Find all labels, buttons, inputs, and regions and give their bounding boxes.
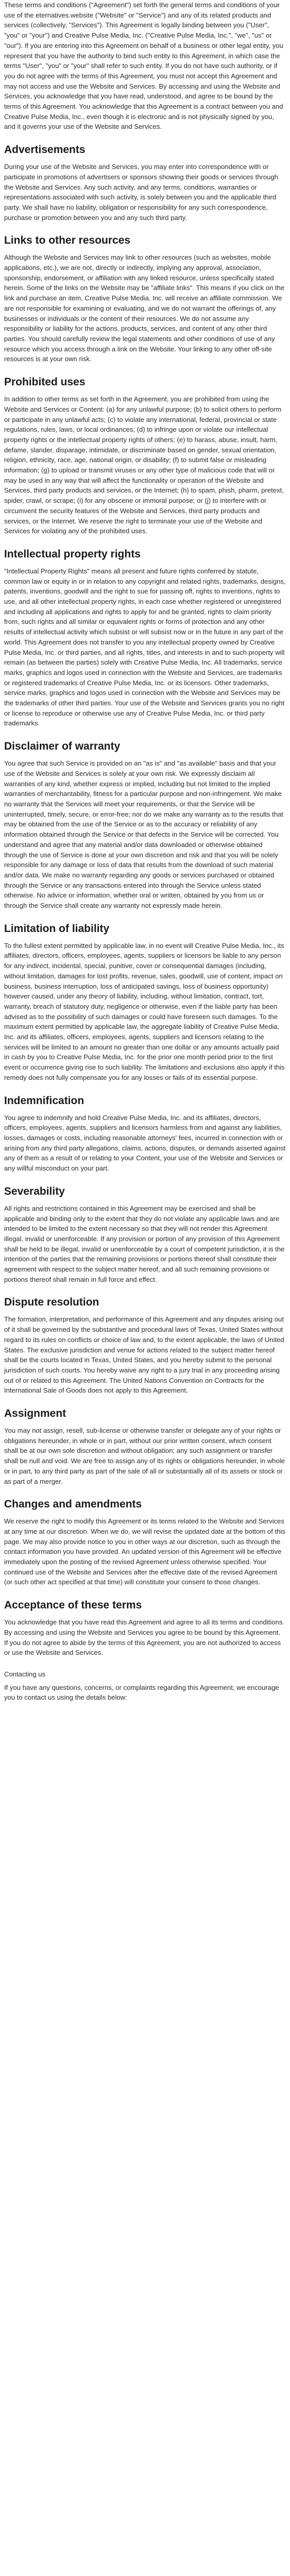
section-intellectual-property-rights — [4, 548, 286, 728]
section-heading: Links to other resources — [4, 234, 131, 247]
section-paragraph: Although the Website and Services may link to other resources (such as websites, mobile applications, etc.), we are not, directly or indirectly, implying any approval, association, sponsorship, endorsement, or affiliation with any linked resource, unless specifically stated herein. Some of the links on the Website may be "affiliate links". This means if you click on the link and purchase an item, Creative Pulse Media, Inc. will receive an affiliate commission. We are not responsible for examining or evaluating, and we do not warrant the offerings of, any businesses or individuals or the content of their resources. We do not assume any responsibility or liability for the actions, products, services, and content of any other third parties. You should carefully review the legal statements and other conditions of use of any resource which you access through a link on the Website. Your linking to any other off-site resources is at your own risk. — [4, 253, 285, 363]
contact-heading: Contacting us — [4, 1670, 46, 1678]
section-paragraph: "Intellectual Property Rights" means all present and future rights conferred by statute, common law or equity in or in relation to any copyright and related rights, trademarks, designs, patents, inventions, goodwill and the right to sue for passing off, rights to inventions, rights to use, and all other intellectual property rights, in each case whether registered or unregistered and including all applications and rights to apply for and be granted, rights to claim priority from, such rights and all similar or equivalent rights or forms of protection and any other results of intellectual activity which subsist or will subsist now or in the future in any part of the world. This Agreement does not transfer to you any intellectual property owned by Creative Pulse Media, Inc. or third parties, and all rights, titles, and interests in and to such property will remain (as between the parties) solely with Creative Pulse Media, Inc. All trademarks, service marks, graphics and logos used in connection with the Website and Services, are trademarks or registered trademarks of Creative Pulse Media, Inc. or its licensors. Other trademarks, service marks, graphics and logos used in connection with the Website and Services may be the trademarks of other third parties. Your use of the Website and Services grants you no right or license to reproduce or otherwise use any of Creative Pulse Media, Inc. or third party trademarks. — [4, 567, 286, 727]
sections-container — [4, 143, 286, 1658]
section-heading: Intellectual property rights — [4, 548, 141, 560]
section-indemnification — [4, 1094, 286, 1174]
contact-section — [4, 1669, 286, 1703]
section-limitation-of-liability — [4, 922, 286, 1083]
section-changes-and-amendments — [4, 1498, 286, 1587]
section-assignment — [4, 1407, 286, 1486]
section-heading: Severability — [4, 1185, 65, 1197]
section-paragraph: In addition to other terms as set forth in the Agreement, you are prohibited from using the Website and Services or Content: (a) for any unlawful purpose; (b) to solicit others to perform or participate in any unlawful acts; (c) to violate any international, federal, provincial or state regulations, rules, laws, or local ordinances; (d) to infringe upon or violate our intellectual property rights or the intellectual property rights of others; (e) to harass, abuse, insult, harm, defame, slander, disparage, intimidate, or discriminate based on gender, sexual orientation, religion, ethnicity, race, age, national origin, or disability; (f) to submit false or misleading information; (g) to upload or transmit viruses or any other type of malicious code that will or may be used in any way that will affect the functionality or operation of the Website and Services, third party products and services, or the Internet; (h) to spam, phish, pharm, pretext, spider, crawl, or scrape; (i) for any obscene or immoral purpose; or (j) to interfere with or circumvent the security features of the Website and Services, third party products and services, or the Internet. We reserve the right to terminate your use of the Website and Services for violating any of the prohibited uses. — [4, 395, 284, 535]
section-paragraph: To the fullest extent permitted by applicable law, in no event will Creative Pulse Media, Inc., its affiliates, directors, officers, employees, agents, suppliers or licensors be liable to any person for any indirect, incidental, special, punitive, cover or consequential damages (including, without limitation, damages for lost profits, revenue, sales, goodwill, use of content, impact on business, business interruption, loss of anticipated savings, loss of business opportunity) however caused, under any theory of liability, including, without limitation, contract, tort, warranty, breach of statutory duty, negligence or otherwise, even if the liable party has been advised as to the possibility of such damages or could have foreseen such damages. To the maximum extent permitted by applicable law, the aggregate liability of Creative Pulse Media, Inc. and its affiliates, officers, employees, agents, suppliers and licensors relating to the services will be limited to an amount no greater than one dollar or any amounts actually paid in cash by you to Creative Pulse Media, Inc. for the prior one month period prior to the first event or occurrence giving rise to such liability. The limitations and exclusions also apply if this remedy does not fully compensate you for any losses or fails of its essential purpose. — [4, 941, 285, 1081]
section-links-to-other-resources — [4, 234, 286, 364]
section-paragraph: You agree to indemnify and hold Creative Pulse Media, Inc. and its affiliates, directors, officers, employees, agents, suppliers and licensors harmless from and against any liabilities, losses, damages or costs, including reasonable attorneys' fees, incurred in connection with or arising from any third party allegations, claims, actions, disputes, or demands asserted against any of them as a result of or relating to your Content, your use of the Website and Services or any willful misconduct on your part. — [4, 1113, 286, 1173]
section-heading: Assignment — [4, 1408, 66, 1420]
section-paragraph: You agree that such Service is provided on an "as is" and "as available" basis and that your use of the Website and Services is solely at your own risk. We expressly disclaim all warranties of any kind, whether express or implied, including but not limited to the implied warranties of merchantability, fitness for a particular purpose and non-infringement. We make no warranty that the Services will meet your requirements, or that the Service will be uninterrupted, timely, secure, or error-free; nor do we make any warranty as to the results that may be obtained from the use of the Service or as to the accuracy or reliability of any information obtained through the Service or that defects in the Service will be corrected. You understand and agree that any material and/or data downloaded or otherwise obtained through the use of Service is done at your own discretion and risk and that you will be solely responsible for any damage or loss of data that results from the download of such material and/or data. We make no warranty regarding any goods or services purchased or obtained through the Service or any transactions entered into through the Service unless stated otherwise. No advice or information, whether oral or written, obtained by you from us or through the Service shall create any warranty not expressly made herein. — [4, 759, 283, 910]
section-dispute-resolution — [4, 1296, 286, 1396]
section-paragraph: You may not assign, resell, sub-license or otherwise transfer or delegate any of your rights or obligations hereunder, in whole or in part, without our prior written consent, which consent shall be at our own sole discretion and without obligation; any such assignment or transfer shall be null and void. We are free to assign any of its rights or obligations hereunder, in whole or in part, to any third party as part of the sale of all or substantially all of its assets or stock or as part of a merger. — [4, 1427, 285, 1485]
intro-paragraph: These terms and conditions ("Agreement") set forth the general terms and conditions of your use of the eternatives.website ("Website" or "Service") and any of its related products and services (collectively, "Services"). This Agreement is legally binding between you ("User", "you" or "your") and Creative Pulse Media, Inc. ("Creative Pulse Media, Inc.", "we", "us" or "our"). If you are entering into this Agreement on behalf of a business or other legal entity, you represent that you have the authority to bind such entity to this Agreement, in which case the terms "User", "you" or "your" shall refer to such entity. If you do not have such authority, or if you do not agree with the terms of this Agreement, you must not accept this Agreement and may not access and use the Website and Services. By accessing and using the Website and Services, you acknowledge that you have read, understood, and agree to be bound by the terms of this Agreement. You acknowledge that this Agreement is a contract between you and Creative Pulse Media, Inc., even though it is electronic and is not physically signed by you, and it governs your use of the Website and Services. — [4, 1, 283, 131]
section-heading: Indemnification — [4, 1094, 84, 1107]
section-heading: Advertisements — [4, 144, 86, 156]
section-paragraph: We reserve the right to modify this Agreement or its terms related to the Website and Services at any time at our discretion. When we do, we will revise the updated date at the bottom of this page. We may also provide notice to you in other ways at our discretion, such as through the contact information you have provided. An updated version of this Agreement will be effective immediately upon the posting of the revised Agreement unless otherwise specified. Your continued use of the Website and Services after the effective date of the revised Agreement (or such other act specified at that time) will constitute your consent to those changes. — [4, 1517, 285, 1586]
section-acceptance-of-these-terms — [4, 1599, 286, 1658]
section-advertisements — [4, 143, 286, 223]
section-heading: Acceptance of these terms — [4, 1599, 142, 1612]
section-disclaimer-of-warranty — [4, 740, 286, 911]
section-paragraph: During your use of the Website and Services, you may enter into correspondence with or participate in promotions of advertisers or sponsors showing their goods or services through the Website and Services. Any such activity, and any terms, conditions, warranties or representations associated with such activity, is solely between you and the applicable third party. We shall have no liability, obligation or responsibility for any such correspondence, purchase or promotion between you and any such third party. — [4, 163, 279, 222]
section-paragraph: You acknowledge that you have read this Agreement and agree to all its terms and conditions. By accessing and using the Website and Services you agree to be bound by this Agreement. If you do not agree to abide by the terms of this Agreement, you are not authorized to access or use the Website and Services. — [4, 1618, 284, 1657]
section-heading: Limitation of liability — [4, 922, 110, 935]
section-heading: Disclaimer of warranty — [4, 740, 121, 753]
section-heading: Dispute resolution — [4, 1296, 99, 1309]
section-paragraph: The formation, interpretation, and performance of this Agreement and any disputes arising out of it shall be governed by the substantive and procedural laws of Texas, United States without regard to its rules on conflicts or choice of law and, to the extent applicable, the laws of United States. The exclusive jurisdiction and venue for actions related to the subject matter hereof shall be the courts located in Texas, United States, and you hereby submit to the personal jurisdiction of such courts. You hereby waive any right to a jury trial in any proceeding arising out of or related to this Agreement. The United Nations Convention on Contracts for the International Sale of Goods does not apply to this Agreement. — [4, 1315, 284, 1395]
section-heading: Prohibited uses — [4, 376, 86, 388]
section-severability — [4, 1185, 286, 1285]
section-heading: Changes and amendments — [4, 1498, 142, 1511]
section-paragraph: All rights and restrictions contained in this Agreement may be exercised and shall be applicable and binding only to the extent that they do not violate any applicable laws and are intended to be limited to the extent necessary so that they will not render this Agreement illegal, invalid or unenforceable. If any provision or portion of any provision of this Agreement shall be held to be illegal, invalid or unenforceable by a court of competent jurisdiction, it is the intention of the parties that the remaining provisions or portions thereof shall constitute their agreement with respect to the subject matter hereof, and all such remaining provisions or portions thereof shall remain in full force and effect. — [4, 1204, 285, 1283]
contact-text: If you have any questions, concerns, or complaints regarding this Agreement, we encourage you to contact us using the details below: — [4, 1683, 279, 1702]
section-prohibited-uses — [4, 376, 286, 536]
